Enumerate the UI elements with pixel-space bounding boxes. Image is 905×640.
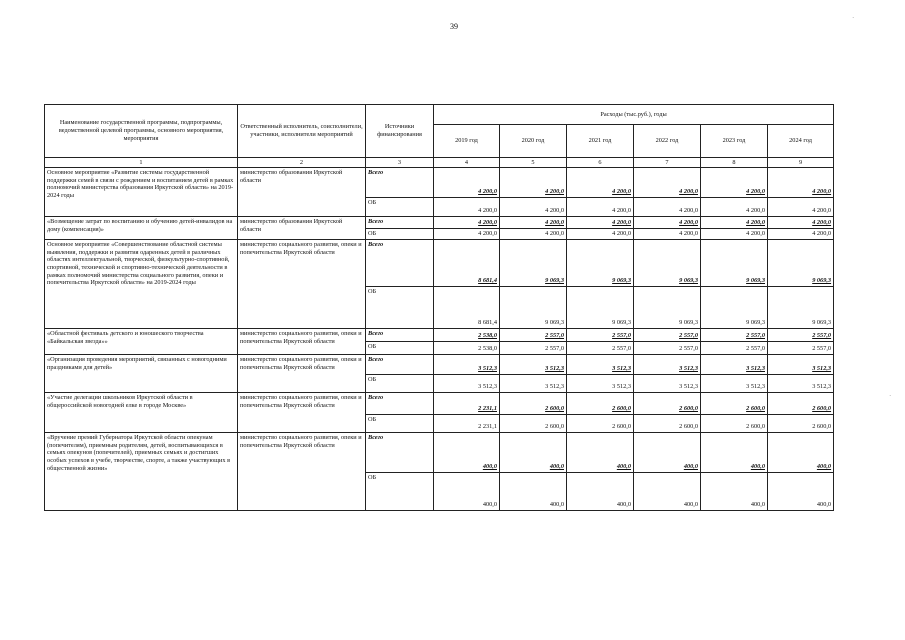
budget-table-wrapper (44, 104, 834, 511)
total-value-cell: 400,0 (500, 433, 567, 473)
executor-cell: министерство социального развития, опеки и попечительства Иркутской области (238, 240, 366, 329)
ob-value-cell: 4 200,0 (634, 198, 701, 217)
table-row (45, 433, 834, 473)
header-year: 2021 год (567, 125, 634, 158)
source-total-cell: Всего (366, 240, 434, 287)
activity-name-cell: «Организация проведения мероприятий, связанных с новогодними праздниками для детей» (45, 355, 238, 393)
column-number: 5 (500, 158, 567, 168)
ob-value-cell: 2 557,0 (567, 342, 634, 355)
ob-value-cell: 3 512,3 (500, 375, 567, 393)
column-number: 3 (366, 158, 434, 168)
column-number: 1 (45, 158, 238, 168)
executor-cell: министерство образования Иркутской области (238, 217, 366, 240)
source-ob-cell: ОБ (366, 287, 434, 329)
ob-value-cell: 400,0 (701, 473, 768, 511)
total-value-cell: 400,0 (567, 433, 634, 473)
total-value-cell: 4 200,0 (567, 217, 634, 229)
ob-value-cell: 9 069,3 (500, 287, 567, 329)
ob-value-cell: 2 600,0 (634, 415, 701, 433)
ob-value-cell: 4 200,0 (567, 198, 634, 217)
executor-cell: министерство социального развития, опеки и попечительства Иркутской области (238, 433, 366, 511)
total-value-cell: 2 600,0 (768, 393, 834, 415)
ob-value-cell: 2 600,0 (567, 415, 634, 433)
ob-value-cell: 2 600,0 (701, 415, 768, 433)
ob-value-cell: 2 557,0 (701, 342, 768, 355)
header-expenses-column: Расходы (тыс.руб.), годы (434, 105, 834, 125)
ob-value-cell: 4 200,0 (768, 198, 834, 217)
total-value-cell: 9 069,3 (634, 240, 701, 287)
header-year: 2022 год (634, 125, 701, 158)
total-value-cell: 2 557,0 (567, 329, 634, 342)
source-ob-cell: ОБ (366, 198, 434, 217)
total-value-cell: 4 200,0 (634, 168, 701, 198)
ob-value-cell: 3 512,3 (567, 375, 634, 393)
ob-value-cell: 4 200,0 (434, 229, 500, 240)
ob-value-cell: 8 681,4 (434, 287, 500, 329)
header-name-column: Наименование государственной программы, подпрограммы, ведомственной целевой программы, основного мероприятия, мероприятия (45, 105, 238, 158)
total-value-cell: 3 512,3 (634, 355, 701, 375)
total-value-cell: 9 069,3 (701, 240, 768, 287)
ob-value-cell: 400,0 (500, 473, 567, 511)
total-value-cell: 4 200,0 (500, 168, 567, 198)
ob-value-cell: 9 069,3 (701, 287, 768, 329)
total-value-cell: 2 557,0 (701, 329, 768, 342)
total-value-cell: 4 200,0 (768, 217, 834, 229)
ob-value-cell: 3 512,3 (701, 375, 768, 393)
column-number: 2 (238, 158, 366, 168)
source-total-cell: Всего (366, 168, 434, 198)
total-value-cell: 4 200,0 (701, 168, 768, 198)
total-value-cell: 4 200,0 (500, 217, 567, 229)
source-ob-cell: ОБ (366, 415, 434, 433)
total-value-cell: 400,0 (634, 433, 701, 473)
header-year: 2019 год (434, 125, 500, 158)
total-value-cell: 9 069,3 (500, 240, 567, 287)
ob-value-cell: 2 600,0 (768, 415, 834, 433)
total-value-cell: 2 557,0 (634, 329, 701, 342)
total-value-cell: 4 200,0 (701, 217, 768, 229)
ob-value-cell: 3 512,3 (634, 375, 701, 393)
total-value-cell: 2 557,0 (768, 329, 834, 342)
total-value-cell: 2 600,0 (500, 393, 567, 415)
executor-cell: министерство образования Иркутской области (238, 168, 366, 217)
total-value-cell: 4 200,0 (634, 217, 701, 229)
executor-cell: министерство социального развития, опеки и попечительства Иркутской области (238, 393, 366, 433)
total-value-cell: 3 512,3 (500, 355, 567, 375)
header-year: 2024 год (768, 125, 834, 158)
scan-speck-mark: · (889, 392, 892, 400)
executor-cell: министерство социального развития, опеки и попечительства Иркутской области (238, 355, 366, 393)
ob-value-cell: 4 200,0 (634, 229, 701, 240)
total-value-cell: 9 069,3 (567, 240, 634, 287)
total-value-cell: 400,0 (434, 433, 500, 473)
total-value-cell: 3 512,3 (567, 355, 634, 375)
column-number: 8 (701, 158, 768, 168)
total-value-cell: 4 200,0 (567, 168, 634, 198)
ob-value-cell: 400,0 (768, 473, 834, 511)
activity-name-cell: «Вручение премий Губернатора Иркутской области опекунам (попечителям), приемным родителям, детей, воспитывающихся в семьях опекунов (попечителей), приемных семьях и достигших особых успехов в учебе, творчестве, спорте, а также участвующих в общественной жизни» (45, 433, 238, 511)
ob-value-cell: 4 200,0 (567, 229, 634, 240)
table-row (45, 168, 834, 198)
table-row (45, 355, 834, 375)
total-value-cell: 3 512,3 (701, 355, 768, 375)
source-total-cell: Всего (366, 433, 434, 473)
activity-name-cell: Основное мероприятие «Совершенствование областной системы выявления, поддержки и развития одаренных детей в различных областях интеллектуальной, творческой, физкультурно-спортивной, спортивной, технической и спортивно-технической деятельности в рамках полномочий министерства социального развития, опеки и попечительства Иркутской области» на 2019-2024 годы (45, 240, 238, 329)
ob-value-cell: 3 512,3 (434, 375, 500, 393)
activity-name-cell: «Областной фестиваль детского и юношеского творчества «Байкальская звезда»» (45, 329, 238, 355)
ob-value-cell: 2 600,0 (500, 415, 567, 433)
table-row (45, 240, 834, 287)
total-value-cell: 2 600,0 (634, 393, 701, 415)
activity-name-cell: «Возмещение затрат по воспитанию и обучению детей-инвалидов на дому (компенсация)» (45, 217, 238, 240)
source-ob-cell: ОБ (366, 229, 434, 240)
total-value-cell: 4 200,0 (768, 168, 834, 198)
page-number: 39 (450, 22, 458, 31)
ob-value-cell: 2 538,0 (434, 342, 500, 355)
ob-value-cell: 2 557,0 (634, 342, 701, 355)
total-value-cell: 2 538,0 (434, 329, 500, 342)
ob-value-cell: 2 557,0 (768, 342, 834, 355)
scan-speck-mark: · (852, 14, 855, 22)
total-value-cell: 4 200,0 (434, 217, 500, 229)
column-number: 7 (634, 158, 701, 168)
ob-value-cell: 3 512,3 (768, 375, 834, 393)
ob-value-cell: 9 069,3 (634, 287, 701, 329)
source-ob-cell: ОБ (366, 473, 434, 511)
column-number: 9 (768, 158, 834, 168)
ob-value-cell: 400,0 (434, 473, 500, 511)
column-number: 6 (567, 158, 634, 168)
ob-value-cell: 2 231,1 (434, 415, 500, 433)
source-ob-cell: ОБ (366, 375, 434, 393)
ob-value-cell: 400,0 (634, 473, 701, 511)
total-value-cell: 9 069,3 (768, 240, 834, 287)
total-value-cell: 400,0 (768, 433, 834, 473)
total-value-cell: 8 681,4 (434, 240, 500, 287)
column-number: 4 (434, 158, 500, 168)
ob-value-cell: 4 200,0 (500, 198, 567, 217)
budget-table (44, 104, 834, 511)
executor-cell: министерство социального развития, опеки и попечительства Иркутской области (238, 329, 366, 355)
ob-value-cell: 9 069,3 (567, 287, 634, 329)
source-total-cell: Всего (366, 393, 434, 415)
table-body (45, 168, 834, 511)
ob-value-cell: 4 200,0 (701, 198, 768, 217)
source-total-cell: Всего (366, 217, 434, 229)
total-value-cell: 2 231,1 (434, 393, 500, 415)
ob-value-cell: 2 557,0 (500, 342, 567, 355)
total-value-cell: 3 512,3 (434, 355, 500, 375)
ob-value-cell: 400,0 (567, 473, 634, 511)
ob-value-cell: 4 200,0 (434, 198, 500, 217)
activity-name-cell: «Участие делегации школьников Иркутской области в общероссийской новогодней елке в городе Москве» (45, 393, 238, 433)
total-value-cell: 2 557,0 (500, 329, 567, 342)
header-executor-column: Ответственный исполнитель, соисполнители, участники, исполнители мероприятий (238, 105, 366, 158)
total-value-cell: 3 512,3 (768, 355, 834, 375)
total-value-cell: 4 200,0 (434, 168, 500, 198)
total-value-cell: 2 600,0 (701, 393, 768, 415)
table-row (45, 393, 834, 415)
ob-value-cell: 9 069,3 (768, 287, 834, 329)
ob-value-cell: 4 200,0 (701, 229, 768, 240)
table-row (45, 329, 834, 342)
activity-name-cell: Основное мероприятие «Развитие системы государственной поддержки семей в связи с рождением и воспитанием детей в рамках полномочий министерства образования Иркутской области» на 2019-2024 годы (45, 168, 238, 217)
table-row (45, 217, 834, 229)
source-total-cell: Всего (366, 355, 434, 375)
total-value-cell: 400,0 (701, 433, 768, 473)
header-year: 2020 год (500, 125, 567, 158)
total-value-cell: 2 600,0 (567, 393, 634, 415)
header-source-column: Источники финансирования (366, 105, 434, 158)
ob-value-cell: 4 200,0 (500, 229, 567, 240)
ob-value-cell: 4 200,0 (768, 229, 834, 240)
source-total-cell: Всего (366, 329, 434, 342)
source-ob-cell: ОБ (366, 342, 434, 355)
header-year: 2023 год (701, 125, 768, 158)
